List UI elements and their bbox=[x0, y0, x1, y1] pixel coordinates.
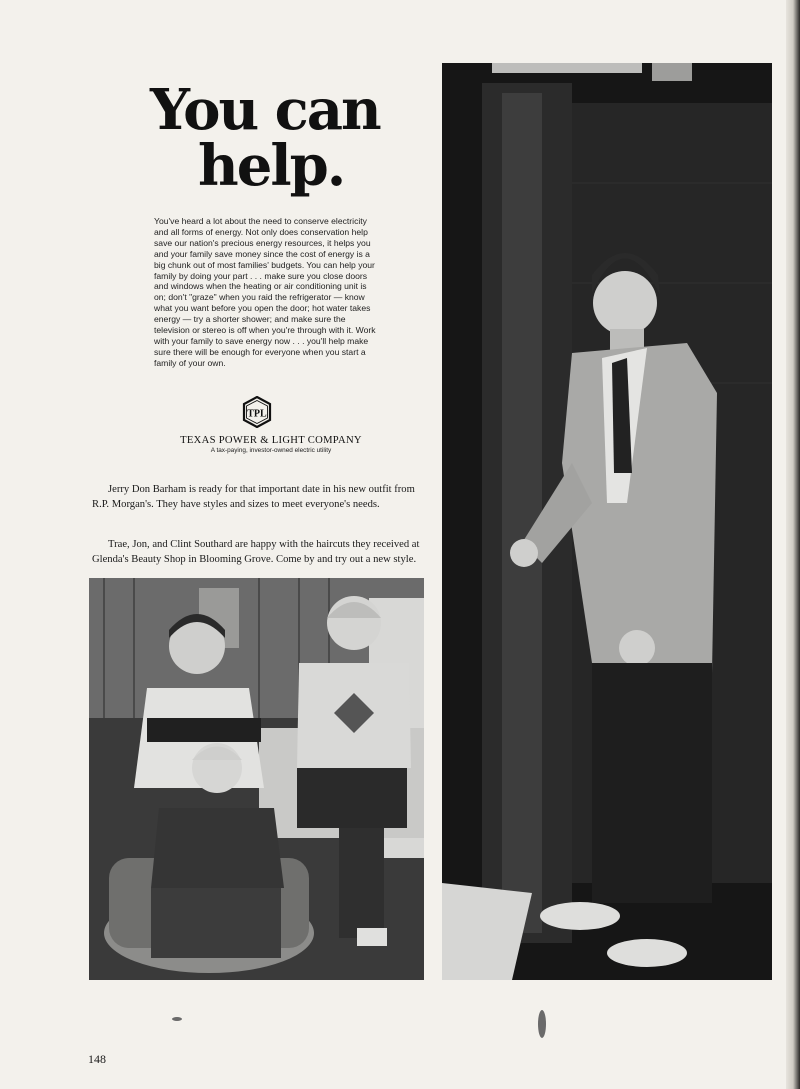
ad-body-text: You've heard a lot about the need to conserve electricity and all forms of energy. Not only does conservation help save our nation's precious energy resources, it helps you and your family save money since the cost of energy is a big chunk out of most families' budgets. You can help your family by doing your part . . . make sure you close doors and windows when the heating or air conditioning unit is on; don't "graze" when you raid the refrigerator — know what you want before you open the door; hot water takes energy — try a shorter shower; and make sure the television or stereo is off when you're through with it. Work with your family to save energy now . . . you'll help make sure there will be enough for everyone when you start a family of your own. bbox=[154, 216, 376, 368]
logo-text: TPL bbox=[247, 408, 267, 420]
photo-three-boys-barber-chair bbox=[89, 578, 424, 980]
headline-line-2: help. bbox=[198, 133, 345, 199]
tpl-logo bbox=[241, 396, 273, 428]
headline-line-1: You can bbox=[150, 77, 380, 143]
page-number: 148 bbox=[88, 1052, 106, 1066]
company-name: TEXAS POWER & LIGHT COMPANY bbox=[180, 435, 362, 446]
photo-jerry-don-barham bbox=[442, 63, 772, 980]
ad-headline bbox=[150, 77, 380, 199]
page-binding-edge bbox=[786, 0, 800, 1089]
caption-southard: Trae, Jon, and Clint Southard are happy with the haircuts they received at Glenda's Beauty Shop in Blooming Grove. Come by and try out a new style. bbox=[92, 539, 420, 565]
caption-barham: Jerry Don Barham is ready for that important date in his new outfit from R.P. Morgan's. They have styles and sizes to meet everyone's needs. bbox=[92, 484, 415, 510]
scan-speck bbox=[172, 1017, 182, 1021]
scan-speck bbox=[538, 1010, 546, 1038]
company-tagline: A tax-paying, investor-owned electric utility bbox=[210, 447, 332, 454]
